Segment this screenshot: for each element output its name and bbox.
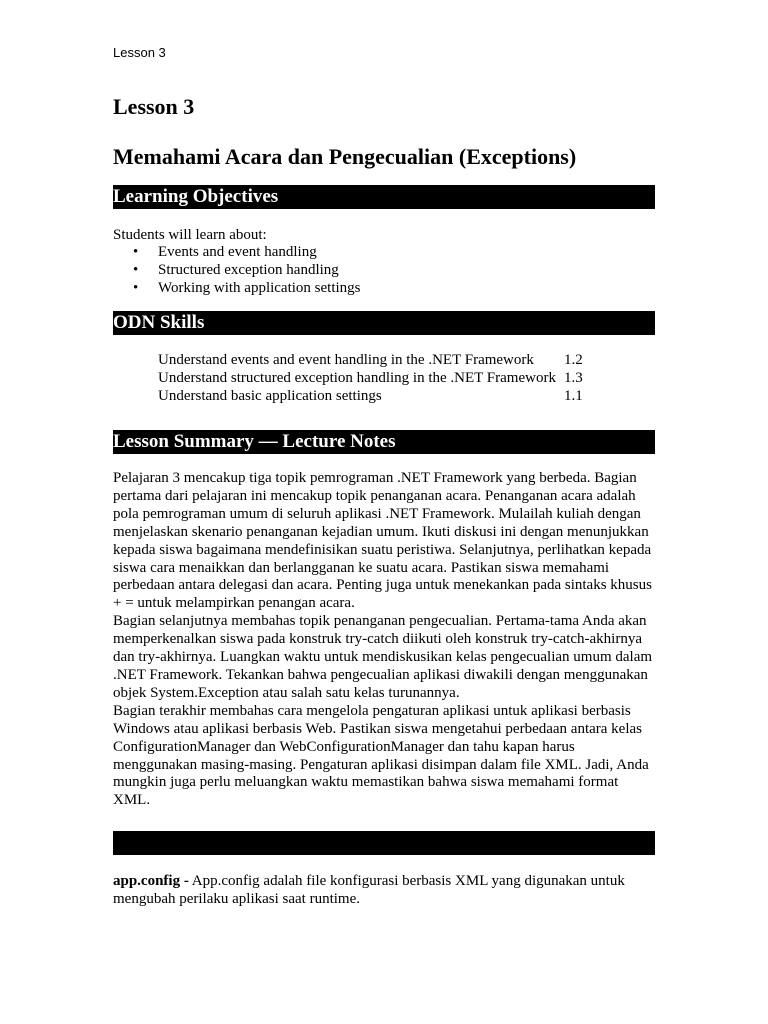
skill-code: 1.3 — [563, 370, 583, 386]
skills-table — [158, 351, 583, 405]
bullet-icon: • — [133, 244, 139, 260]
skill-description: Understand events and event handling in the .NET Framework — [158, 352, 534, 368]
table-row — [158, 369, 583, 387]
skill-code: 1.1 — [563, 388, 583, 404]
lesson-number-heading: Lesson 3 — [113, 94, 195, 119]
summary-paragraph: Bagian terakhir membahas cara mengelola pengaturan aplikasi untuk aplikasi berbasis Windows atau aplikasi berbasis Web. Pastikan siswa mengetahui perbedaan antara kelas ConfigurationManager dan WebConfigurationManager dan tahu kapan harus menggunakan masing-masing. Pengaturan aplikasi disimpan dalam file XML. Jadi, Anda mungkin juga perlu meluangkan waktu memastikan bahwa siswa memahami format XML. — [113, 702, 649, 809]
table-row — [158, 351, 583, 369]
skill-description: Understand structured exception handling in the .NET Framework — [158, 370, 556, 386]
lesson-summary-heading: Lesson Summary — Lecture Notes — [113, 430, 655, 454]
glossary-heading-bar — [113, 831, 655, 855]
summary-paragraph: Pelajaran 3 mencakup tiga topik pemrograman .NET Framework yang berbeda. Bagian pertama dari pelajaran ini mencakup topik penanganan acara. Penanganan acara adalah pola pemrograman umum di seluruh aplikasi .NET Framework. Mulailah kuliah dengan menjelaskan skenario penanganan kejadian umum. Ikuti diskusi ini dengan menunjukkan kepada siswa bagaimana mendefinisikan suatu peristiwa. Selanjutnya, perlihatkan kepada siswa cara menaikkan dan berlangganan ke suatu acara. Pastikan siswa memahami perbedaan antara delegasi dan acara. Penting juga untuk menekankan pada sintaks khusus + = untuk melampirkan penangan acara. — [113, 470, 652, 612]
odn-skills-heading: ODN Skills — [113, 311, 655, 335]
skill-description: Understand basic application settings — [158, 388, 382, 404]
learning-objectives-heading: Learning Objectives — [113, 185, 655, 209]
list-item: • Events and event handling — [133, 244, 317, 260]
definition-text: App.config adalah file konfigurasi berbasis XML yang digunakan untuk mengubah perilaku aplikasi saat runtime. — [113, 873, 625, 907]
list-item: • Working with application settings — [133, 280, 361, 296]
definition-term: app.config - — [113, 873, 189, 889]
definition-entry — [113, 872, 655, 908]
skill-code: 1.2 — [563, 352, 583, 368]
table-row — [158, 387, 583, 405]
lesson-title: Memahami Acara dan Pengecualian (Exceptions) — [113, 144, 577, 169]
summary-paragraph: Bagian selanjutnya membahas topik penanganan pengecualian. Pertama-tama Anda akan memperkenalkan siswa pada konstruk try-catch diikuti oleh konstruk try-catch-akhirnya dan try-akhirnya. Luangkan waktu untuk mendiskusikan kelas pengecualian umum dalam .NET Framework. Tekankan bahwa pengecualian aplikasi diwakili dengan menggunakan objek System.Exception atau salah satu kelas turunannya. — [113, 613, 653, 701]
objectives-intro: Students will learn about: — [113, 227, 267, 243]
lesson-summary-body — [113, 470, 655, 810]
bullet-icon: • — [133, 262, 139, 278]
list-item: • Structured exception handling — [133, 262, 339, 278]
running-head: Lesson 3 — [113, 45, 166, 60]
bullet-icon: • — [133, 280, 139, 296]
objectives-list — [113, 243, 361, 297]
